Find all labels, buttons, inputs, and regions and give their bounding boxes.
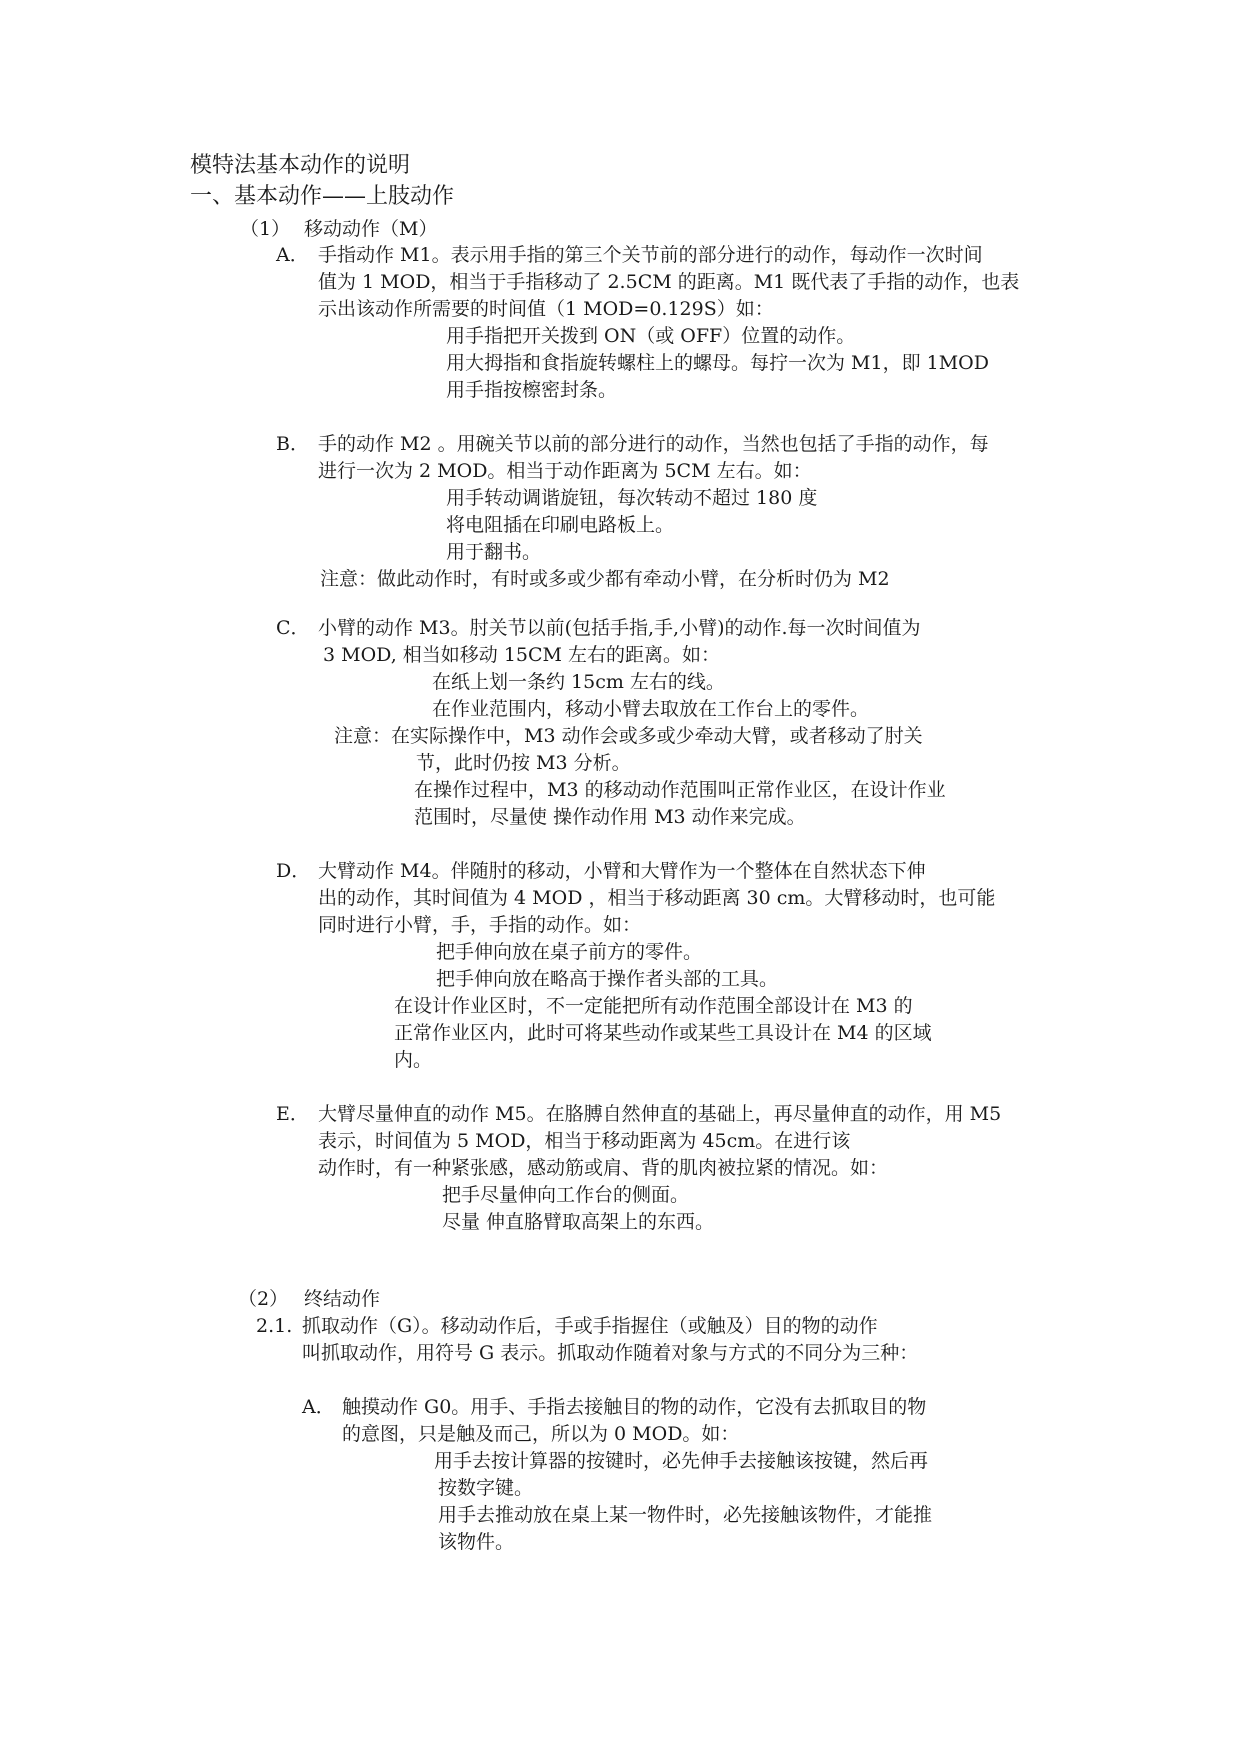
note-line: 在设计作业区时，不一定能把所有动作范围全部设计在 M3 的 xyxy=(394,995,913,1017)
note-line: 注意：在实际操作中，M3 动作会或多或少牵动大臂，或者移动了肘关 xyxy=(334,725,923,747)
paragraph-line: 手指动作 M1。表示用手指的第三个关节前的部分进行的动作，每动作一次时间 xyxy=(318,244,983,266)
example-line: 在作业范围内，移动小臂去取放在工作台上的零件。 xyxy=(432,698,870,720)
item-marker-b: B． xyxy=(276,433,309,455)
example-line: 用手转动调谐旋钮，每次转动不超过 180 度 xyxy=(446,487,818,509)
subsection-marker: （2） xyxy=(238,1288,289,1310)
example-line: 按数字键。 xyxy=(438,1477,534,1499)
example-line: 尽量 伸直胳臂取高架上的东西。 xyxy=(442,1211,715,1233)
note-line: 正常作业区内，此时可将某些动作或某些工具设计在 M4 的区域 xyxy=(394,1022,932,1044)
paragraph-line: 大臂尽量伸直的动作 M5。在胳膊自然伸直的基础上，再尽量伸直的动作，用 M5 xyxy=(318,1103,1002,1125)
subsection-label: 移动动作（M） xyxy=(304,218,438,240)
paragraph-line: 表示，时间值为 5 MOD，相当于移动距离为 45cm。在进行该 xyxy=(318,1130,851,1152)
note-line: 注意：做此动作时，有时或多或少都有牵动小臂，在分析时仍为 M2 xyxy=(320,568,890,590)
subsection-label: 终结动作 xyxy=(304,1288,381,1310)
paragraph-line: 小臂的动作 M3。肘关节以前(包括手指,手,小臂)的动作.每一次时间值为 xyxy=(318,617,921,639)
example-line: 把手伸向放在桌子前方的零件。 xyxy=(436,941,703,963)
example-line: 用大拇指和食指旋转螺柱上的螺母。每拧一次为 M1，即 1MOD xyxy=(446,352,989,374)
paragraph-line: 手的动作 M2 。用碗关节以前的部分进行的动作，当然也包括了手指的动作，每 xyxy=(318,433,989,455)
paragraph-line: 触摸动作 G0。用手、手指去接触目的物的动作，它没有去抓取目的物 xyxy=(342,1396,927,1418)
note-line: 在操作过程中，M3 的移动动作范围叫正常作业区，在设计作业 xyxy=(414,779,946,801)
paragraph-line: 出的动作，其时间值为 4 MOD ，相当于移动距离 30 cm。大臂移动时，也可能 xyxy=(318,887,996,909)
example-line: 将电阻插在印刷电路板上。 xyxy=(446,514,675,536)
example-line: 用手去推动放在桌上某一物件时，必先接触该物件，才能推 xyxy=(438,1504,933,1526)
section-heading: 一、基本动作——上肢动作 xyxy=(190,184,455,209)
note-line: 节，此时仍按 M3 分析。 xyxy=(416,752,631,774)
subsection-marker: （1） xyxy=(240,218,291,240)
example-line: 用手去按计算器的按键时，必先伸手去接触该按键，然后再 xyxy=(434,1450,929,1472)
example-line: 在纸上划一条约 15cm 左右的线。 xyxy=(432,671,725,693)
paragraph-line: 大臂动作 M4。伴随肘的移动，小臂和大臂作为一个整体在自然状态下伸 xyxy=(318,860,926,882)
item-marker-c: C． xyxy=(276,617,310,639)
example-line: 用于翻书。 xyxy=(446,541,542,563)
item-marker-a: A． xyxy=(276,244,309,266)
example-line: 用手指按檫密封条。 xyxy=(446,379,618,401)
paragraph-line: 同时进行小臂，手，手指的动作。如： xyxy=(318,914,642,936)
item-marker-d: D． xyxy=(276,860,311,882)
paragraph-line: 抓取动作（G）。移动动作后，手或手指握住（或触及）目的物的动作 xyxy=(302,1315,878,1337)
paragraph-line: 3 MOD, 相当如移动 15CM 左右的距离。如： xyxy=(323,644,721,666)
example-line: 用手指把开关拨到 ON（或 OFF）位置的动作。 xyxy=(446,325,856,347)
example-line: 该物件。 xyxy=(438,1531,515,1553)
note-line: 内。 xyxy=(394,1049,433,1071)
item-marker-e: E． xyxy=(276,1103,309,1125)
clause-marker: 2.1. xyxy=(256,1315,293,1337)
paragraph-line: 示出该动作所需要的时间值（1 MOD=0.129S）如： xyxy=(318,298,774,320)
paragraph-line: 值为 1 MOD，相当于手指移动了 2.5CM 的距离。M1 既代表了手指的动作，也表 xyxy=(318,271,1020,293)
example-line: 把手尽量伸向工作台的侧面。 xyxy=(442,1184,690,1206)
paragraph-line: 进行一次为 2 MOD。相当于动作距离为 5CM 左右。如： xyxy=(318,460,812,482)
paragraph-line: 动作时，有一种紧张感，感动筋或肩、背的肌肉被拉紧的情况。如： xyxy=(318,1157,889,1179)
item-marker-a: A． xyxy=(302,1396,335,1418)
note-line: 范围时，尽量使 操作动作用 M3 动作来完成。 xyxy=(414,806,806,828)
page-title: 模特法基本动作的说明 xyxy=(190,153,411,178)
example-line: 把手伸向放在略高于操作者头部的工具。 xyxy=(436,968,779,990)
paragraph-line: 的意图，只是触及而己，所以为 0 MOD。如： xyxy=(342,1423,740,1445)
paragraph-line: 叫抓取动作，用符号 G 表示。抓取动作随着对象与方式的不同分为三种： xyxy=(302,1342,919,1364)
